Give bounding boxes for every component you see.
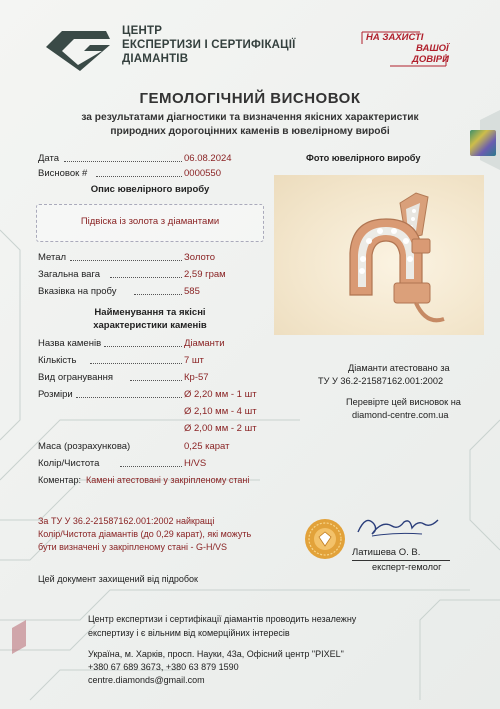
date-label: Дата: [38, 153, 60, 164]
stones-title-line2: характеристики каменів: [93, 320, 207, 331]
independence-line2: експертизу і є вільним від комерційних інтересів: [88, 628, 290, 638]
mass-value: 0,25 карат: [184, 441, 230, 452]
number-value: 0000550: [184, 168, 221, 179]
diamond-logo-icon: [40, 25, 114, 73]
contact-phones: +380 67 689 3673, +380 63 879 1590: [88, 662, 239, 672]
number-label: Висновок #: [38, 168, 88, 179]
quantity-dots: [90, 355, 182, 364]
date-value: 06.08.2024: [184, 153, 232, 164]
document-subtitle-line2: природних дорогоцінних каменів в ювелірному виробі: [110, 126, 390, 137]
stone-name-label: Назва каменів: [38, 338, 102, 349]
org-name-line3: ДІАМАНТІВ: [122, 53, 189, 65]
stone-name-dots: [104, 338, 182, 347]
protected-note: Цей документ захищений від підробок: [38, 574, 198, 584]
color-clarity-dots: [120, 458, 182, 467]
slogan-line2: ВАШОЇ: [416, 43, 449, 54]
color-clarity-value: H/VS: [184, 458, 207, 469]
stone-name-value: Діаманти: [184, 338, 225, 349]
signature-line: [352, 560, 450, 561]
hallmark-value: 585: [184, 286, 200, 297]
weight-label: Загальна вага: [38, 269, 100, 280]
quantity-value: 7 шт: [184, 355, 204, 366]
document-title: ГЕМОЛОГІЧНИЙ ВИСНОВОК: [139, 90, 361, 107]
slogan-stamp: [360, 30, 448, 68]
document-subtitle-line1: за результатами діагностики та визначення якісних характеристик: [81, 112, 419, 123]
note-line2: Колір/Чистота діамантів (до 0,29 карат), які можуть: [38, 529, 252, 539]
metal-dots: [70, 252, 182, 261]
size-value-3: Ø 2,00 мм - 2 шт: [184, 423, 257, 434]
verify-line1: Перевірте цей висновок на: [346, 397, 461, 407]
mass-label: Маса (розрахункова): [38, 441, 131, 452]
metal-value: Золото: [184, 252, 216, 263]
cut-value: Кр-57: [184, 372, 209, 383]
description-box: [36, 204, 264, 242]
cut-dots: [130, 372, 182, 381]
contact-address: Україна, м. Харків, просп. Науки, 43а, Офісний центр "PIXEL": [88, 649, 344, 659]
hallmark-dots: [134, 286, 182, 295]
certified-line2: ТУ У 36.2-21587162.001:2002: [318, 376, 444, 386]
sizes-label: Розміри: [38, 389, 73, 400]
jewelry-photo: [274, 175, 484, 335]
note-line1: За ТУ У 36.2-21587162.001:2002 найкращі: [38, 516, 215, 526]
metal-label: Метал: [38, 252, 67, 263]
slogan-line1: НА ЗАХИСТІ: [366, 32, 424, 43]
note-line3: бути визначені у закріпленому стані - G-H/VS: [38, 542, 227, 552]
photo-label: Фото ювелірного виробу: [306, 153, 421, 163]
weight-value: 2,59 грам: [184, 269, 226, 280]
org-name-line1: ЦЕНТР: [122, 25, 163, 37]
size-value-1: Ø 2,20 мм - 1 шт: [184, 389, 257, 400]
description-title: Опис ювелірного виробу: [90, 184, 210, 195]
comment-label: Коментар:: [38, 475, 81, 485]
quantity-label: Кількість: [38, 355, 77, 366]
gold-seal-icon: [304, 518, 346, 560]
slogan-line3: ДОВІРИ: [412, 54, 449, 65]
date-dots: [64, 153, 182, 162]
certified-line1: Діаманти атестовано за: [348, 363, 450, 373]
color-clarity-label: Колір/Чистота: [38, 458, 100, 469]
sizes-dots: [76, 389, 182, 398]
contact-email[interactable]: centre.diamonds@gmail.com: [88, 675, 205, 685]
pendant-image: [274, 175, 484, 335]
expert-role: експерт-гемолог: [372, 562, 442, 572]
verify-link[interactable]: diamond-centre.com.ua: [352, 410, 449, 420]
size-value-2: Ø 2,10 мм - 4 шт: [184, 406, 257, 417]
weight-dots: [110, 269, 182, 278]
cut-label: Вид огранування: [38, 372, 113, 383]
org-name-line2: ЕКСПЕРТИЗИ І СЕРТИФІКАЦІЇ: [122, 39, 296, 51]
description-value: Підвіска із золота з діамантами: [80, 216, 220, 227]
number-dots: [96, 168, 182, 177]
comment-value: Камені атестовані у закріпленому стані: [86, 475, 250, 485]
hallmark-label: Вказівка на пробу: [38, 286, 117, 297]
independence-line1: Центр експертизи і сертифікації діамантів проводить незалежну: [88, 614, 357, 624]
signature-image: [352, 510, 442, 542]
stones-title-line1: Найменування та якісні: [94, 307, 206, 318]
expert-name: Латишева О. В.: [352, 547, 421, 558]
